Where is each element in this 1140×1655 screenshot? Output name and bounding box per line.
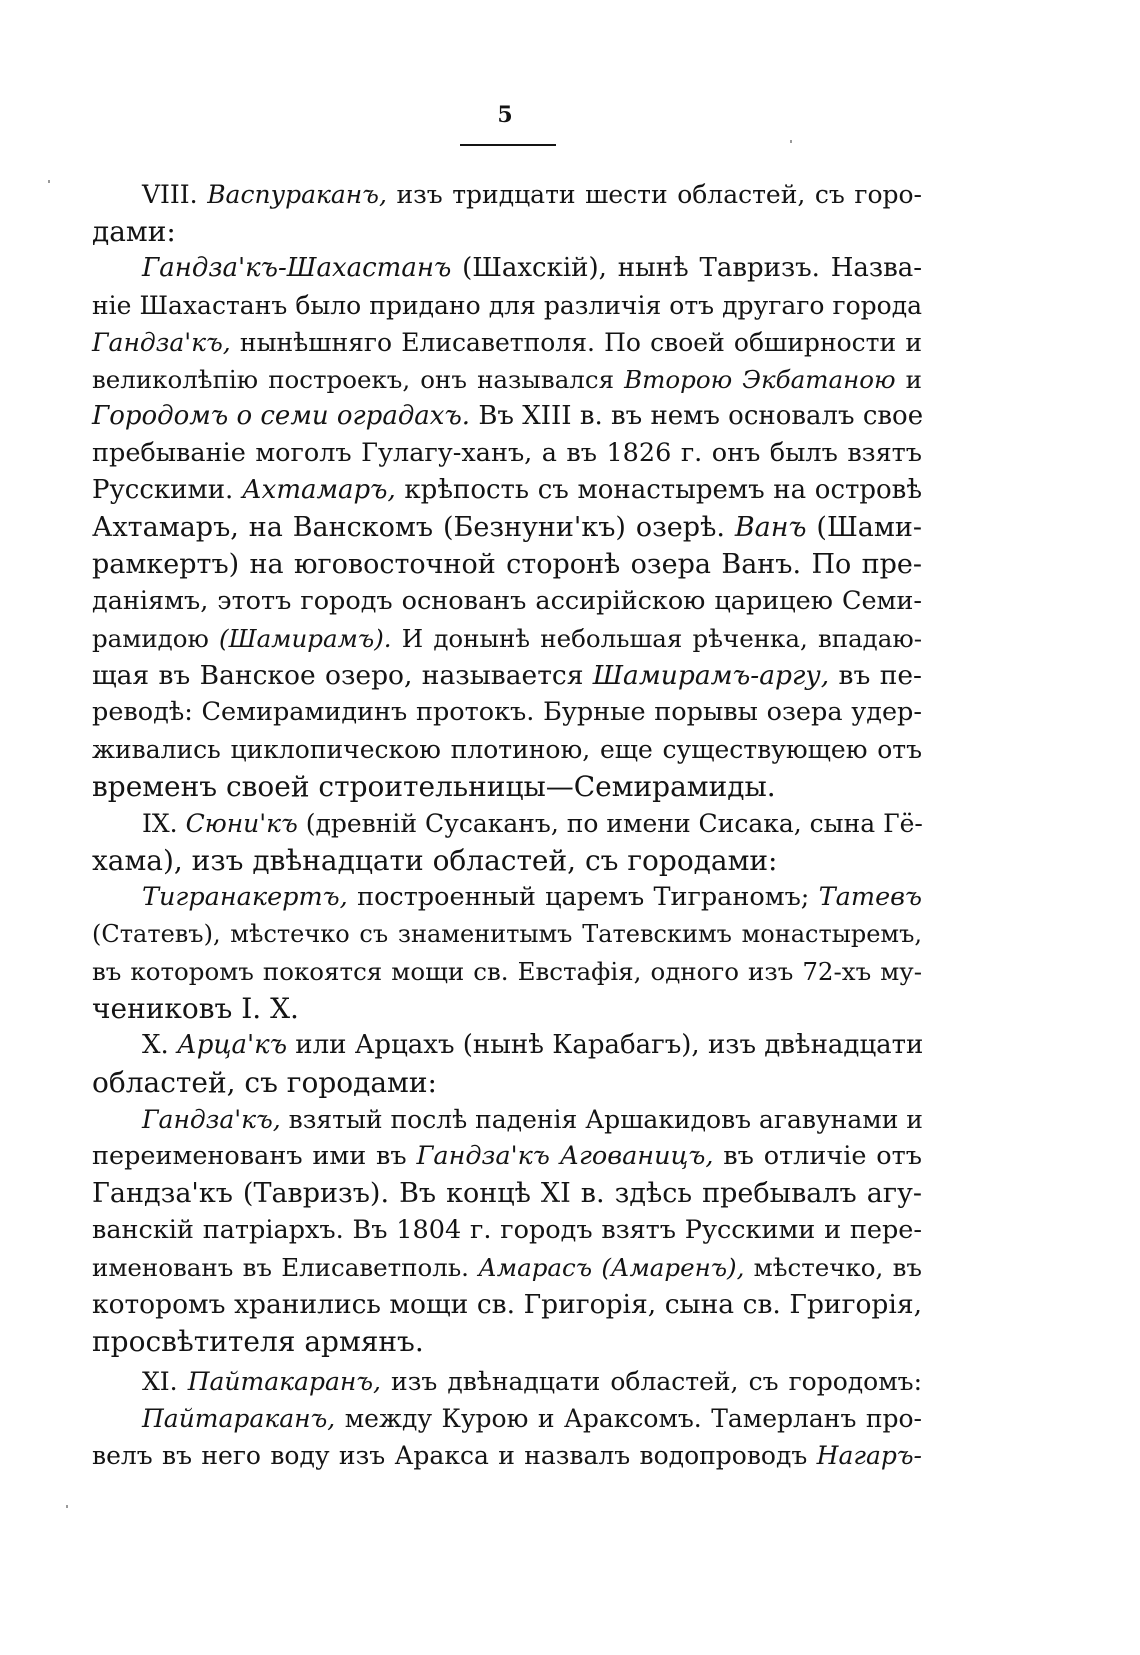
text-line: Гандза'къ, взятый послѣ паденія Аршакидовъ агавунами и (142, 1105, 923, 1134)
text-line: Русскими. Ахтамаръ, крѣпость съ монастыремъ на островѣ (92, 475, 922, 505)
text-line: даніямъ, этотъ городъ основанъ ассирійскою царицею Семи- (92, 586, 922, 616)
text-line: областей, съ городами: (92, 1066, 437, 1099)
text-line: Гандза'къ-Шахастанъ (Шахскій), нынѣ Тавризъ. Назва- (142, 253, 922, 283)
text-line: X. Арца'къ или Арцахъ (нынѣ Карабагъ), изъ двѣнадцати (142, 1030, 924, 1060)
text-line: пребываніе моголъ Гулагу-ханъ, а въ 1826 г. онъ былъ взятъ (92, 438, 922, 468)
text-line: въ которомъ покоятся мощи св. Евстафія, одного изъ 72-хъ му- (92, 957, 922, 986)
text-line: ванскій патріархъ. Въ 1804 г. городъ взятъ Русскими и пере- (92, 1215, 922, 1245)
section-xi (92, 1363, 922, 1474)
page-number: 5 (497, 102, 513, 128)
text-line: чениковъ І. Х. (92, 992, 299, 1025)
scan-speck (790, 140, 792, 143)
text-line: велъ въ него воду изъ Аракса и назвалъ водопроводъ Нагаръ- (92, 1441, 922, 1470)
text-line: рамкертъ) на юговосточной сторонѣ озера Ванъ. По пре- (92, 549, 922, 580)
text-line: щая въ Ванское озеро, называется Шамирамъ-аргу, въ пе- (92, 660, 922, 691)
text-line: Городомъ о семи оградахъ. Въ XIII в. въ немъ основалъ свое (92, 401, 924, 431)
section-x (92, 1027, 922, 1360)
text-line: рамидою (Шамирамъ). И донынѣ небольшая рѣченка, впадаю- (92, 624, 922, 653)
text-line: Гандза'къ, нынѣшняго Елисаветполя. По своей обширности и (92, 328, 922, 357)
text-line: ніе Шахастанъ было придано для различія отъ другаго города (92, 291, 922, 320)
text-line: именованъ въ Елисаветполь. Амарасъ (Амаренъ), мѣстечко, въ (92, 1253, 922, 1282)
text-line: VIII. Васпураканъ, изъ тридцати шести областей, съ горо- (142, 180, 922, 209)
page-number-rule (460, 144, 556, 146)
text-line: XI. Пайтакаранъ, изъ двѣнадцати областей, съ городомъ: (142, 1367, 922, 1396)
text-line: IX. Сюни'къ (древній Сусаканъ, по имени Сисака, сына Гё- (142, 809, 923, 838)
text-line: просвѣтителя армянъ. (92, 1325, 424, 1358)
text-line: реводѣ: Семирамидинъ протокъ. Бурные порывы озера удер- (92, 697, 922, 727)
body-text (92, 176, 922, 1474)
text-line: великолѣпію построекъ, онъ назывался Второю Экбатаною и (92, 365, 922, 394)
text-line: дами: (92, 215, 176, 248)
text-line: переименованъ ими въ Гандза'къ Агованицъ, въ отличіе отъ (92, 1141, 922, 1171)
section-ix (92, 805, 922, 1027)
scan-speck (66, 1505, 68, 1508)
text-line: Пайтараканъ, между Курою и Араксомъ. Тамерланъ про- (142, 1404, 922, 1433)
text-line: (Статевъ), мѣстечко съ знаменитымъ Татевскимъ монастыремъ, (92, 920, 922, 948)
text-line: Ахтамаръ, на Ванскомъ (Безнуни'къ) озерѣ. Ванъ (Шами- (92, 512, 922, 543)
scan-speck (48, 180, 50, 183)
section-viii (92, 176, 922, 805)
text-line: Тигранакертъ, построенный царемъ Тиграномъ; Татевъ (142, 882, 922, 912)
text-line: Гандза'къ (Тавризъ). Въ концѣ XI в. здѣсь пребывалъ агу- (92, 1178, 922, 1209)
text-line: которомъ хранились мощи св. Григорія, сына св. Григорія, (92, 1289, 922, 1320)
text-line: живались циклопическою плотиною, еще существующею отъ (92, 735, 922, 764)
text-line: хама), изъ двѣнадцати областей, съ городами: (92, 844, 778, 877)
text-line: временъ своей строительницы—Семирамиды. (92, 770, 776, 803)
